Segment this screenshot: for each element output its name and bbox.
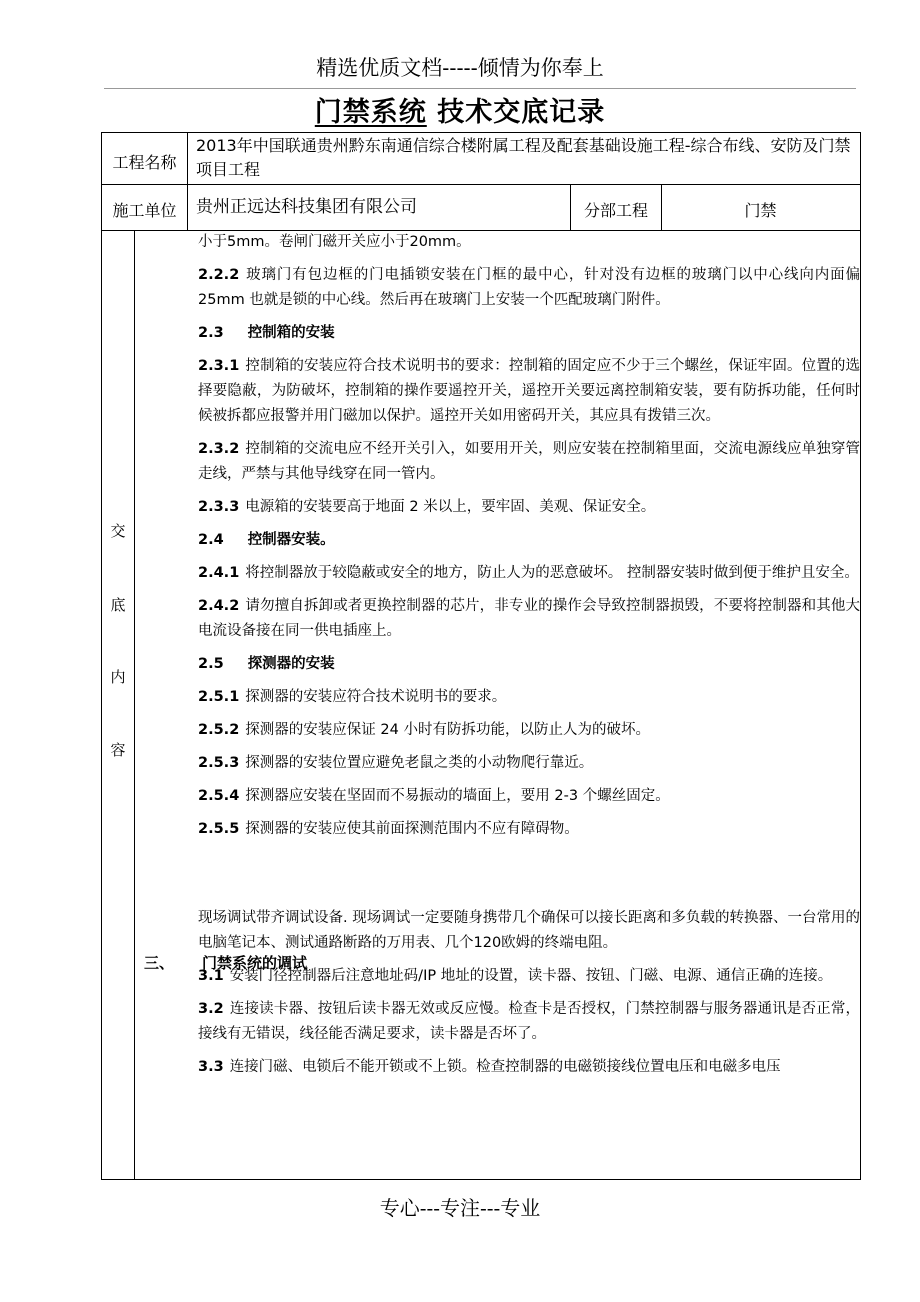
clause-number: 2.5.4 [198, 788, 240, 804]
title-underlined: 门禁系统 [314, 97, 427, 128]
clause-text: 探测器的安装应使其前面探测范围内不应有障碍物。 [245, 821, 579, 837]
section-3-title: 门禁系统的调试 [202, 954, 308, 972]
sub-project-label: 分部工程 [583, 201, 648, 220]
document-title [0, 90, 920, 129]
clause-number: 2.4.2 [198, 598, 240, 614]
section-3-heading [144, 952, 307, 973]
clause-number: 2.3.2 [198, 441, 240, 457]
clause-number: 2.3.3 [198, 499, 240, 515]
section-heading [198, 652, 860, 677]
col-divider [134, 230, 135, 1179]
content-paragraph [198, 997, 860, 1047]
clause-text: 控制箱的安装应符合技术说明书的要求：控制箱的固定应不少于三个螺丝，保证牢固。位置的选择要隐蔽，为防破坏，控制箱的操作要遥控开关，遥控开关要远离控制箱安装，要有防拆功能，任何时候被拆都应报警并用门磁加以保护。遥控开关如用密码开关，其应具有拨错三次。 [198, 358, 860, 424]
content-paragraph [198, 354, 860, 429]
clause-text: 探测器应安装在坚固而不易振动的墙面上，要用 2-3 个螺丝固定。 [245, 788, 670, 804]
clause-number: 3.2 [198, 1001, 224, 1017]
project-name-label: 工程名称 [112, 153, 177, 172]
content-paragraph [198, 751, 860, 776]
clause-text: 小于5mm。卷闸门磁开关应小于20mm。 [198, 234, 471, 250]
content-paragraph [198, 263, 860, 313]
clause-text: 请勿擅自拆卸或者更换控制器的芯片，非专业的操作会导致控制器损毁，不要将控制器和其他大电流设备接在同一供电插座上。 [198, 598, 860, 639]
clause-text: 玻璃门有包边框的门电插锁安装在门框的最中心，针对没有边框的玻璃门以中心线向内面偏 25mm 也就是锁的中心线。然后再在玻璃门上安装一个匹配玻璃门附件。 [198, 267, 860, 308]
clause-text: 控制箱的安装 [247, 325, 335, 341]
clause-text: 探测器的安装应符合技术说明书的要求。 [245, 689, 507, 705]
content-paragraph [198, 784, 860, 809]
content-paragraph [198, 230, 860, 255]
side-label-char: 交 [110, 522, 126, 540]
content-paragraph [198, 594, 860, 644]
content-paragraph [198, 817, 860, 842]
clause-number: 2.4 [198, 532, 224, 548]
col-divider [187, 132, 188, 230]
sub-project-value: 门禁 [744, 201, 777, 220]
clause-text: 连接门磁、电锁后不能开锁或不上锁。检查控制器的电磁锁接线位置电压和电磁多电压 [229, 1059, 781, 1075]
clause-text: 连接读卡器、按钮后读卡器无效或反应慢。检查卡是否授权，门禁控制器与服务器通讯是否正常，接线有无错误，线径能否满足要求，读卡器是否坏了。 [198, 1001, 860, 1042]
content-lower [198, 906, 860, 1080]
section-heading [198, 321, 860, 346]
clause-number: 2.5.3 [198, 755, 240, 771]
section-gap [198, 850, 860, 884]
clause-number: 2.5.1 [198, 689, 240, 705]
side-label-char: 内 [110, 668, 126, 686]
page-footer: 专心---专注---专业 [379, 1196, 541, 1220]
side-label-char: 底 [110, 596, 126, 614]
content-paragraph [198, 718, 860, 743]
clause-text: 控制器安装。 [247, 532, 335, 548]
clause-text: 电源箱的安装要高于地面 2 米以上，要牢固、美观、保证安全。 [245, 499, 656, 515]
section-3-number: 三、 [144, 954, 175, 972]
contractor-value: 贵州正远达科技集团有限公司 [196, 197, 417, 217]
content-paragraph [198, 561, 860, 586]
clause-text: 安装门径控制器后注意地址码/IP 地址的设置，读卡器、按钮、门磁、电源、通信正确的连接。 [229, 968, 833, 984]
page-header: 精选优质文档-----倾情为你奉上 [316, 56, 604, 80]
clause-number: 2.5.2 [198, 722, 240, 738]
content-paragraph [198, 495, 860, 520]
clause-text: 探测器的安装 [247, 656, 335, 672]
side-label-char: 容 [110, 741, 126, 759]
clause-text: 探测器的安装位置应避免老鼠之类的小动物爬行靠近。 [245, 755, 594, 771]
contractor-label: 施工单位 [112, 201, 177, 220]
clause-number: 2.3.1 [198, 358, 240, 374]
section-heading [198, 528, 860, 553]
clause-number: 2.2.2 [198, 267, 240, 283]
clause-number: 2.4.1 [198, 565, 240, 581]
clause-number: 3.1 [198, 968, 224, 984]
clause-text: 将控制器放于较隐蔽或安全的地方，防止人为的恶意破坏。 控制器安装时做到便于维护且安全。 [245, 565, 859, 581]
clause-text: 现场调试带齐调试设备. 现场调试一定要随身携带几个确保可以接长距离和多负载的转换器、一台常用的电脑笔记本、测试通路断路的万用表、几个120欧姆的终端电阻。 [198, 910, 860, 951]
clause-number: 2.3 [198, 325, 224, 341]
header-rule [104, 88, 856, 89]
clause-number: 2.5.5 [198, 821, 240, 837]
project-name-value: 2013年中国联通贵州黔东南通信综合楼附属工程及配套基础设施工程-综合布线、安防及门禁项目工程 [196, 136, 851, 179]
content-paragraph [198, 437, 860, 487]
clause-number: 3.3 [198, 1059, 224, 1075]
content-upper [198, 230, 860, 842]
content-paragraph [198, 685, 860, 710]
clause-text: 控制箱的交流电应不经开关引入，如要用开关，则应安装在控制箱里面，交流电源线应单独穿管走线，严禁与其他导线穿在同一管内。 [198, 441, 860, 482]
content-body [198, 230, 860, 1180]
clause-text: 探测器的安装应保证 24 小时有防拆功能，以防止人为的破坏。 [245, 722, 650, 738]
content-paragraph [198, 906, 860, 956]
clause-number: 2.5 [198, 656, 224, 672]
content-paragraph [198, 1055, 860, 1080]
row-divider [101, 184, 861, 185]
title-rest: 技术交底记录 [437, 97, 606, 128]
